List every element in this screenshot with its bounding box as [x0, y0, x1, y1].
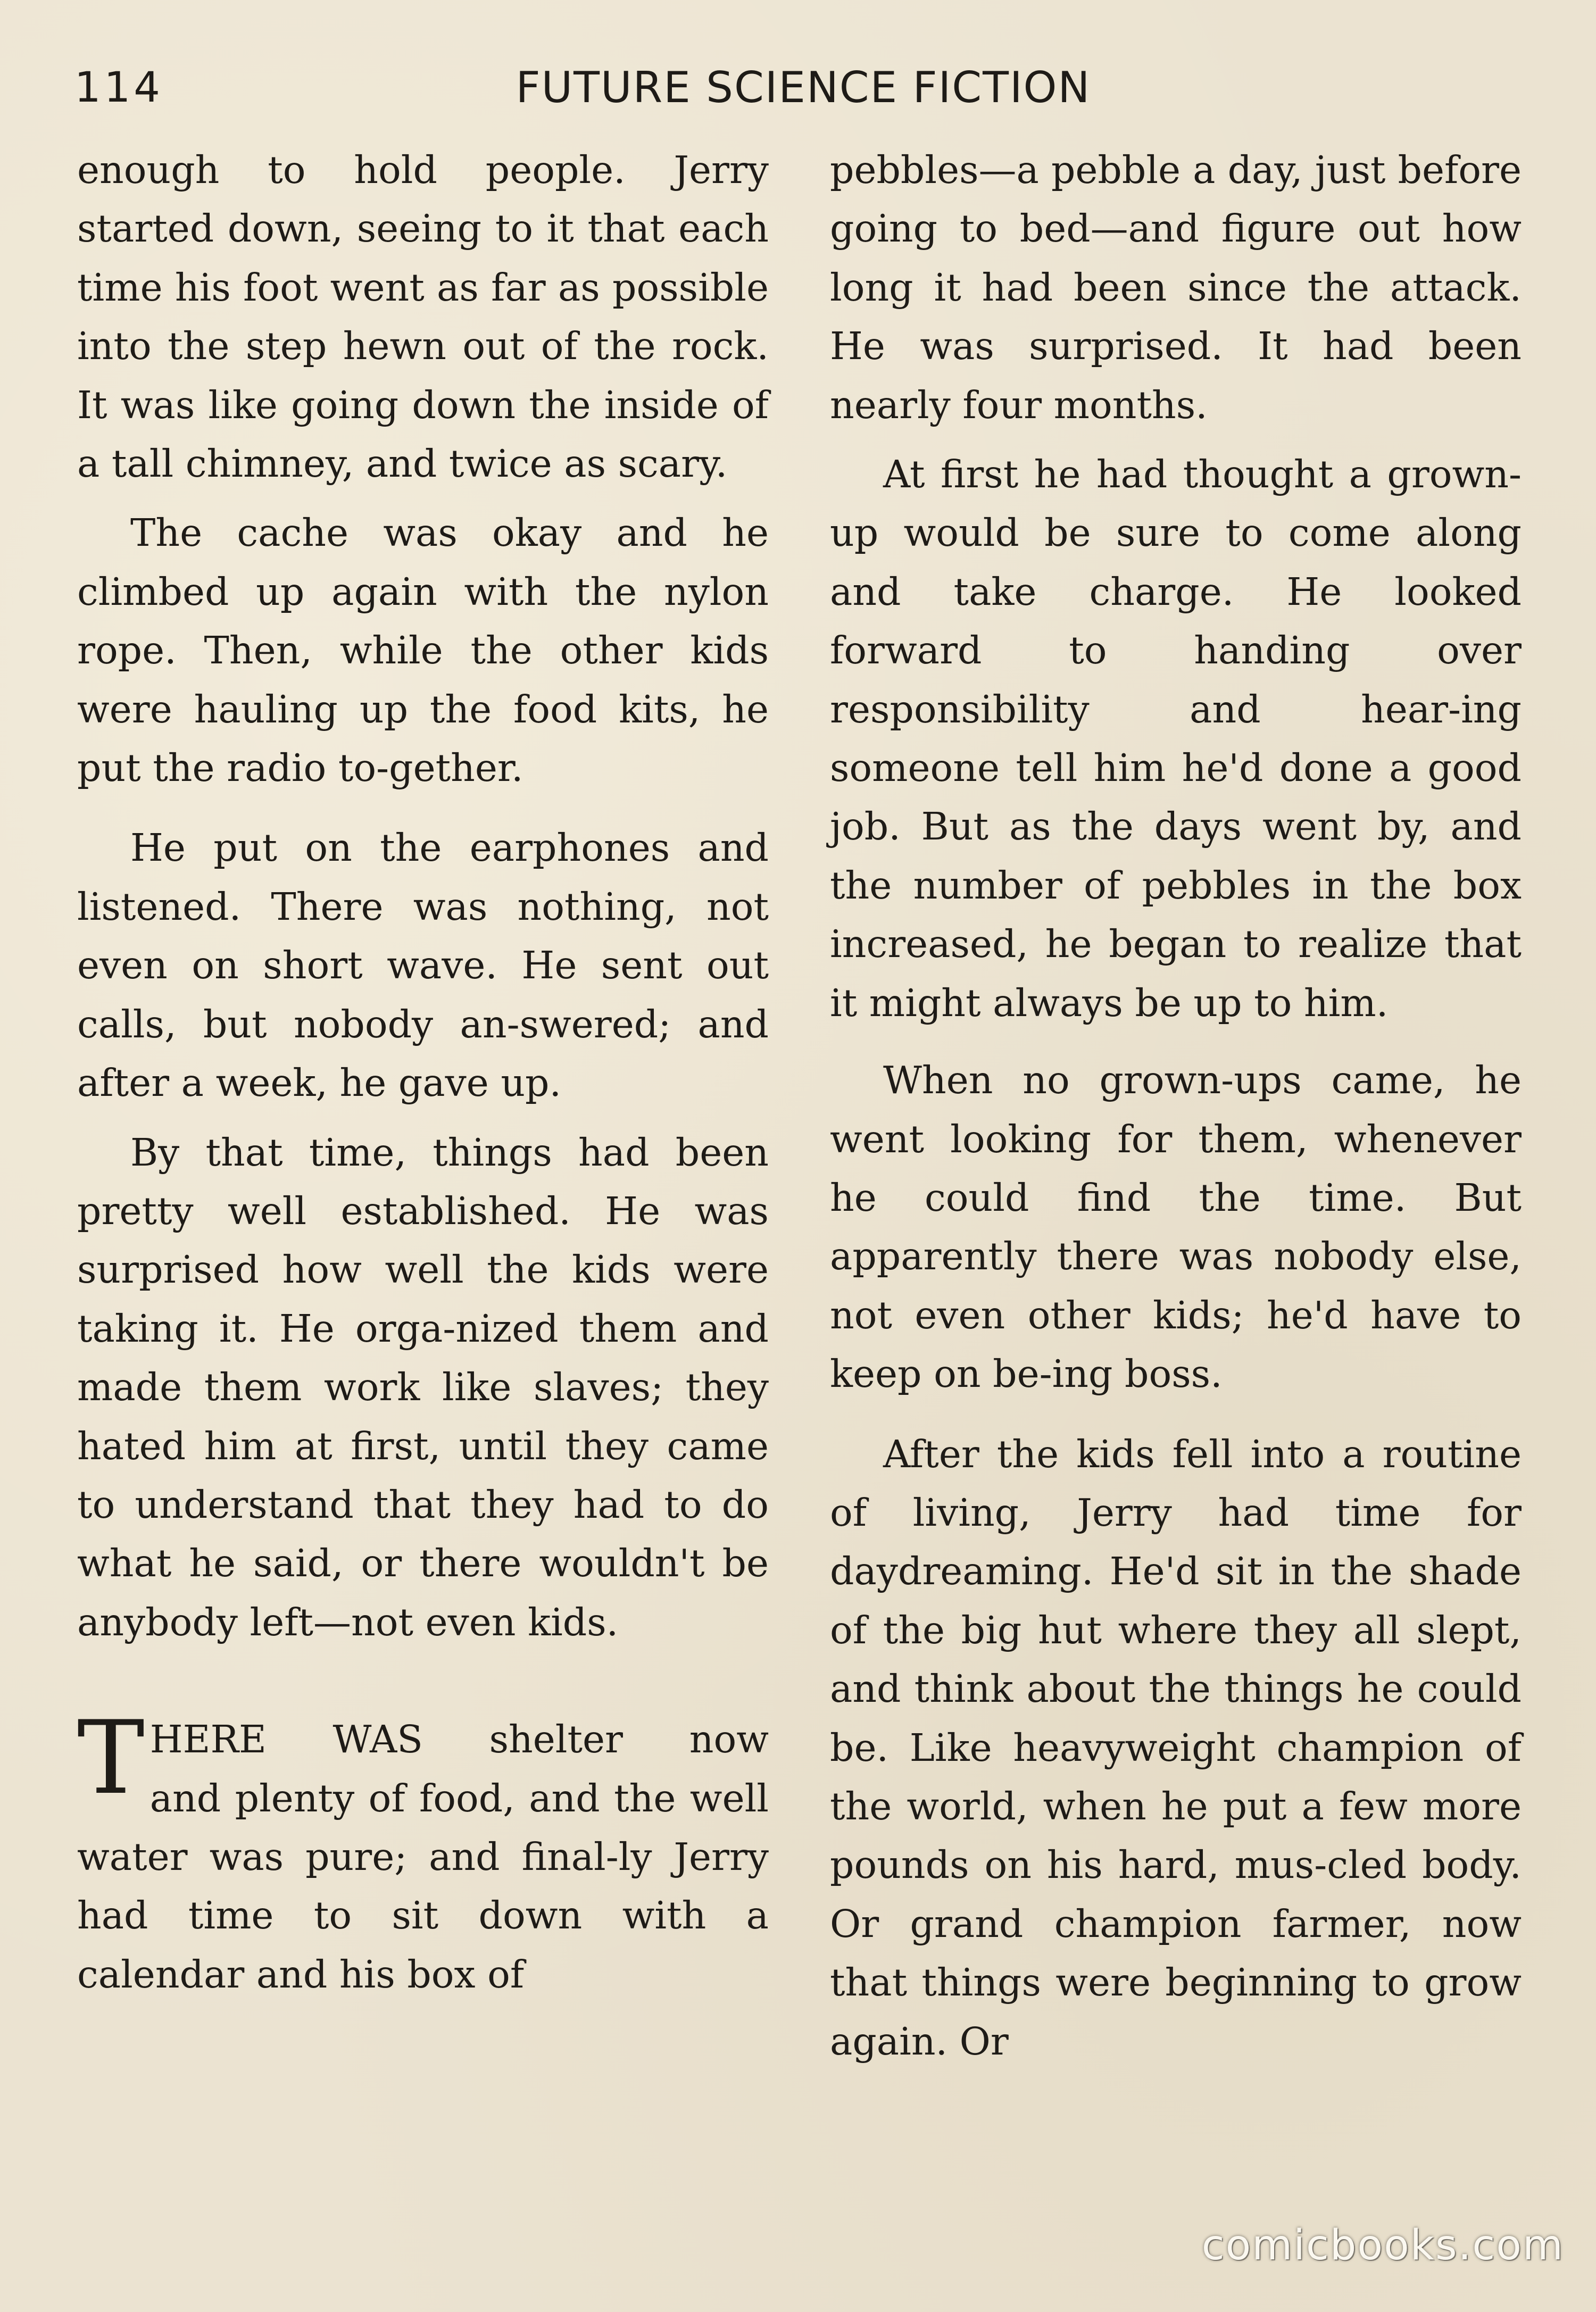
paragraph: When no grown-ups came, he went looking for them, whenever he could find the time. But apparently there was nobody else, not even other kids; he'd have to keep on be-ing boss. — [830, 1058, 1522, 1396]
paragraph: He put on the earphones and listened. There was nothing, not even on short wave. He sent out calls, but nobody an-swered; and after a week, he gave up. — [77, 826, 769, 1105]
left-column — [77, 141, 769, 2004]
section-text: and plenty of food, and the well water was pure; and final-ly Jerry had time to sit down with a calendar and his box of — [77, 1776, 769, 1997]
paragraph: The cache was okay and he climbed up again with the nylon rope. Then, while the other kids were hauling up the food kits, he put the radio to-gether. — [77, 511, 769, 791]
paragraph: After the kids fell into a routine of living, Jerry had time for daydreaming. He'd sit in the shade of the big hut where they all slept, and think about the things he could be. Like heavyweight champion of the world, when he put a few more pounds on his hard, mus-cled body. Or grand champion farmer, now that things were beginning to grow again. Or — [830, 1432, 1522, 2064]
paragraph: By that time, things had been pretty well established. He was surprised how well the kids were taking it. He orga-nized them and made them work like slaves; they hated him at first, until they came to understand that they had to do what he said, or there wouldn't be anybody left—not even kids. — [77, 1130, 769, 1644]
page-header — [74, 59, 1532, 117]
watermark: comicbooks.com — [1201, 2222, 1564, 2269]
paragraph: pebbles—a pebble a day, just before going to bed—and figure out how long it had been since the attack. He was surprised. It had been nearly four months. — [830, 148, 1522, 427]
section-opening-paragraph — [77, 1699, 769, 2004]
section-first-line: HERE WAS shelter now — [149, 1717, 769, 1762]
drop-cap: T — [77, 1699, 145, 1817]
paragraph: enough to hold people. Jerry started down, seeing to it that each time his foot went as far as possible into the step hewn out of the rock. It was like going down the inside of a tall chimney, and twice as scary. — [77, 148, 769, 486]
page-number: 114 — [74, 64, 163, 112]
running-head: FUTURE SCIENCE FICTION — [516, 63, 1091, 112]
right-column — [830, 141, 1522, 2071]
paragraph: At first he had thought a grown-up would be sure to come along and take charge. He looked forward to handing over responsibility and hear-ing someone tell him he'd done a good job. But as the days went by, and the number of pebbles in the box increased, he began to realize that it might always be up to him. — [830, 452, 1522, 1025]
